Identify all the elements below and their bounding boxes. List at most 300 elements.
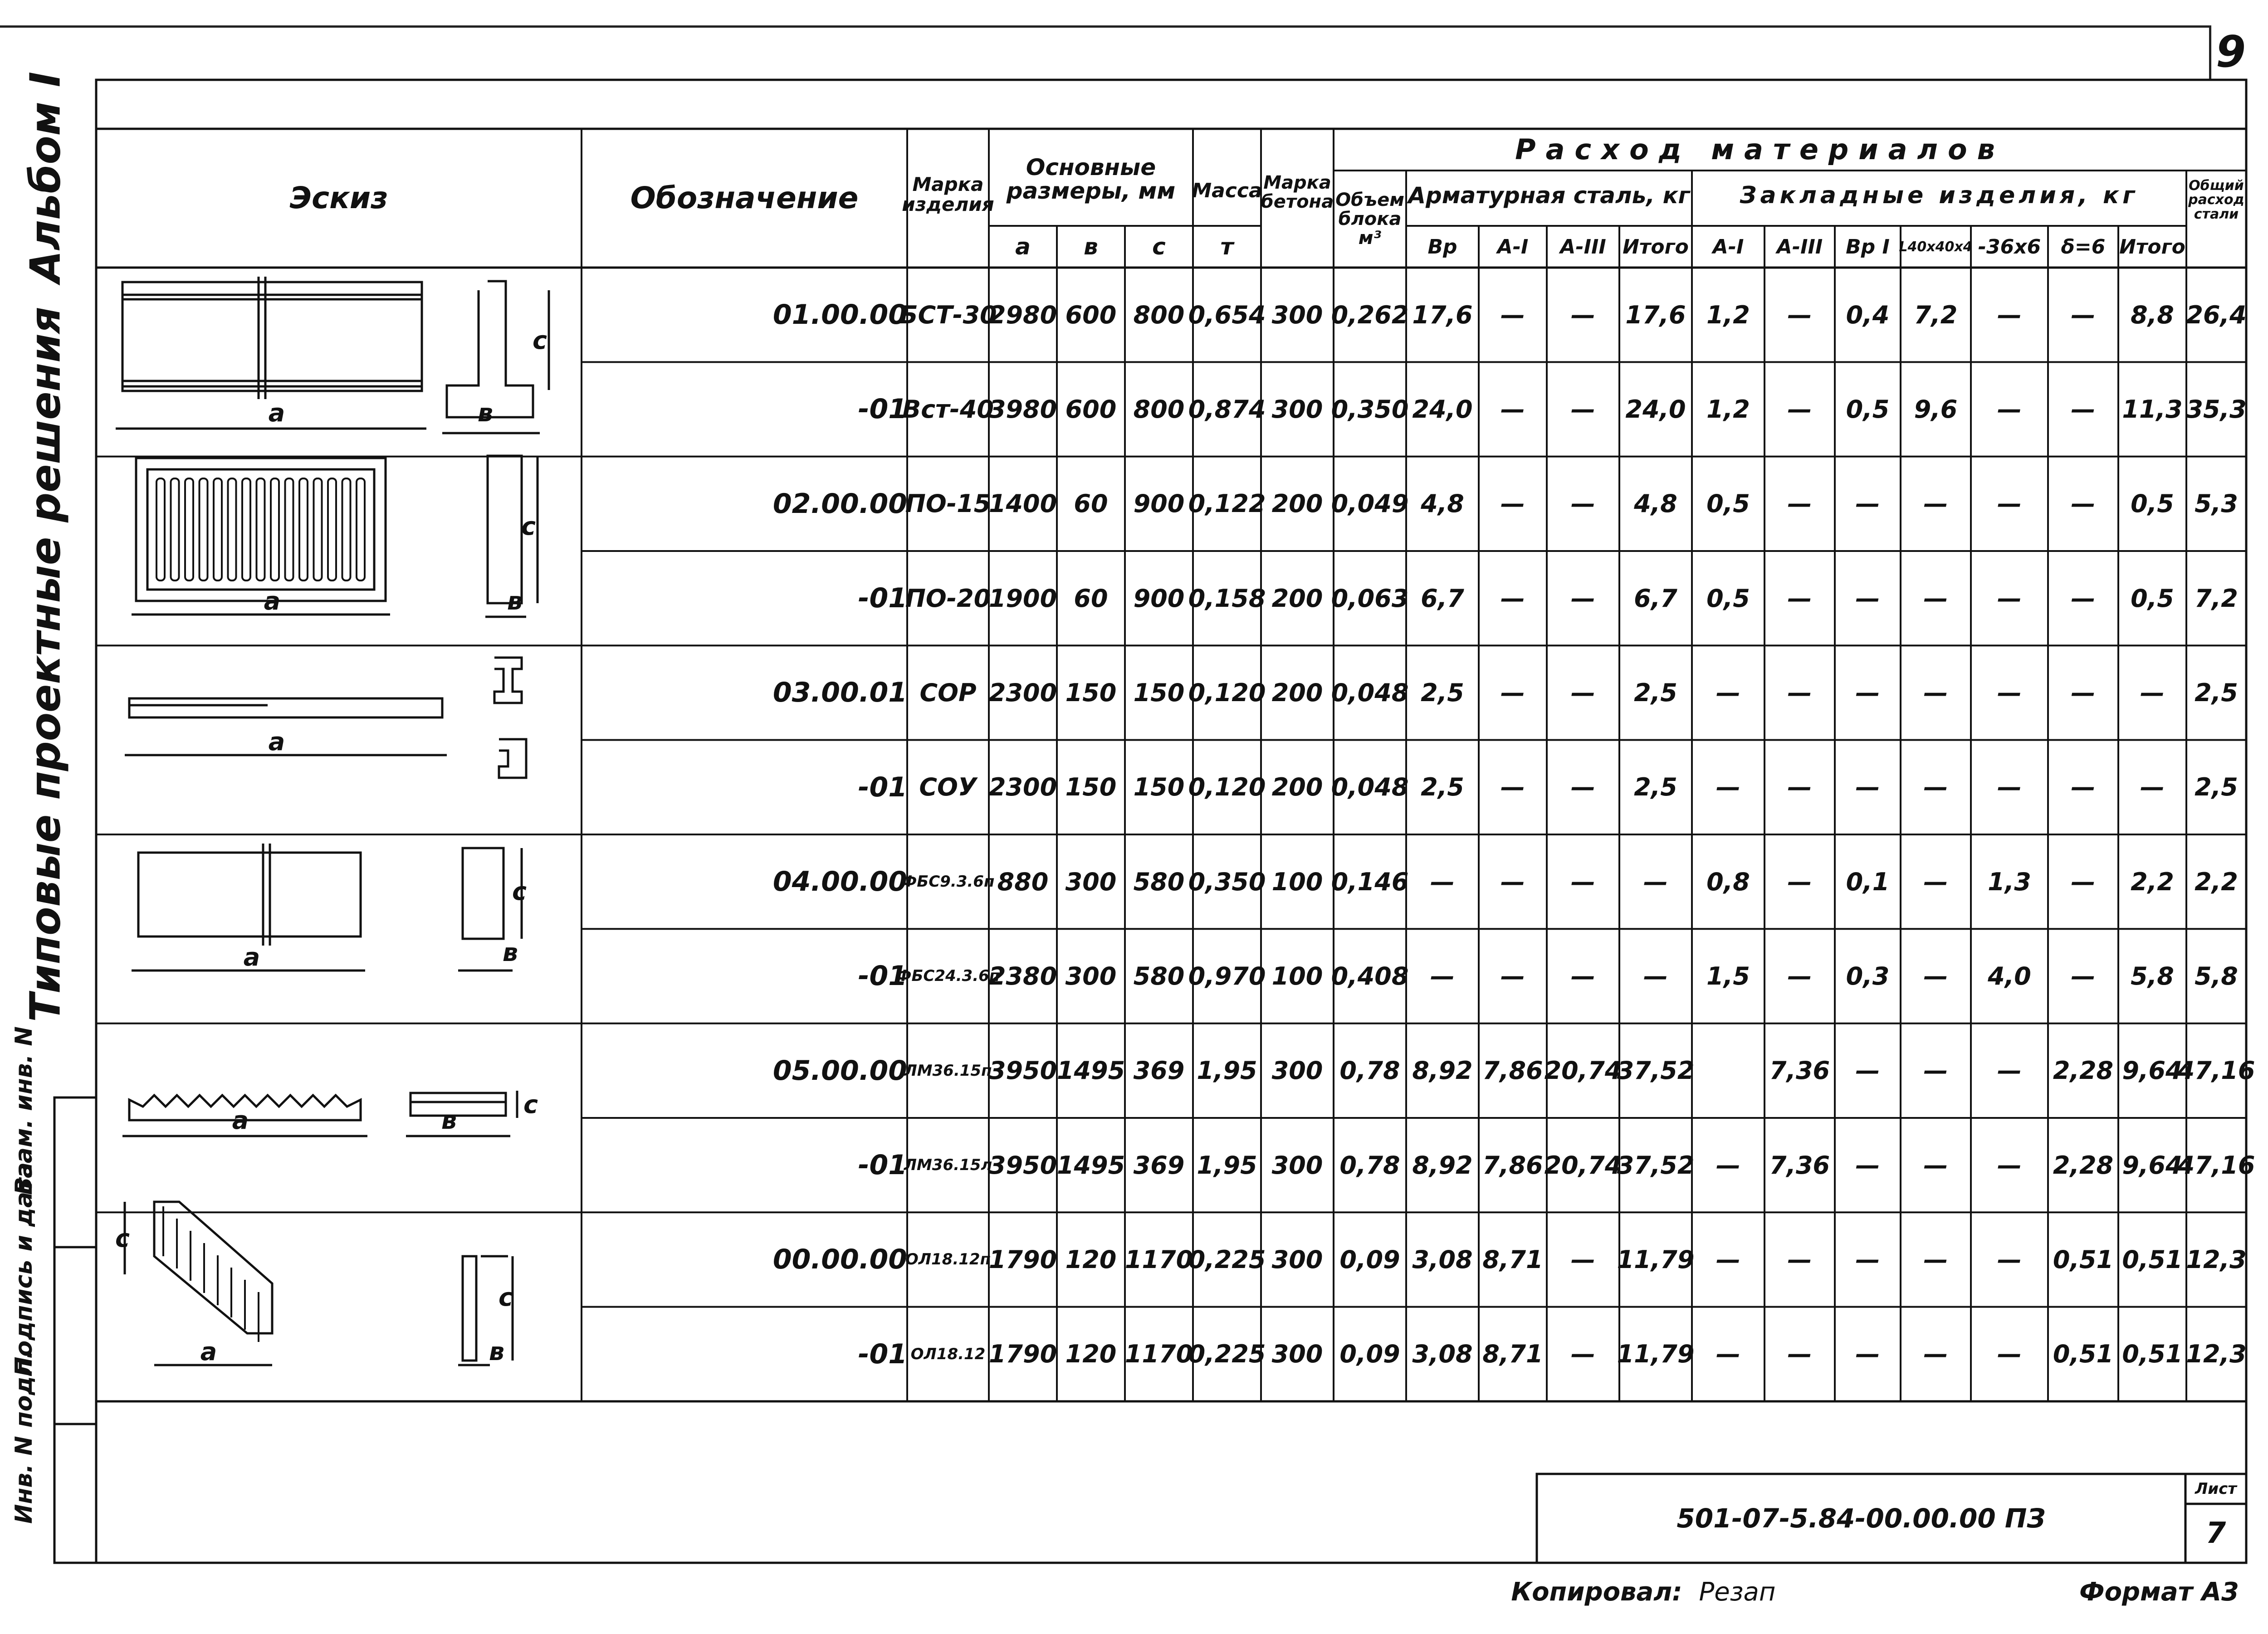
- table-cell: —: [1787, 678, 1812, 707]
- subheader-cell: А-III: [1776, 235, 1823, 259]
- subheader-cell: А-I: [1712, 235, 1744, 259]
- table-cell: —: [1430, 961, 1455, 990]
- table-cell: 2300: [988, 773, 1057, 802]
- subheader-cell: Итого: [1623, 235, 1689, 259]
- table-cell: 150: [1065, 773, 1117, 802]
- header-dims: Основные размеры, мм: [1006, 154, 1176, 204]
- table-cell: 0,048: [1331, 773, 1409, 802]
- table-cell: —: [1923, 584, 1948, 613]
- table-cell: 300: [1065, 961, 1117, 990]
- table-cell: —: [1855, 773, 1880, 802]
- table-cell: 8,92: [1412, 1056, 1473, 1085]
- panel-slot: [185, 478, 193, 580]
- table-cell: —: [1855, 678, 1880, 707]
- table-cell: 0,3: [1846, 961, 1890, 990]
- table-cell: —: [1787, 300, 1812, 329]
- table-cell: 0,874: [1188, 395, 1266, 424]
- table-cell: 26,4: [2186, 300, 2247, 329]
- table-cell: 3950: [988, 1056, 1057, 1085]
- designation-cell: 05.00.00: [772, 1054, 907, 1087]
- table-cell: 900: [1133, 489, 1185, 518]
- table-cell: 1790: [988, 1340, 1057, 1369]
- table-cell: 0,063: [1331, 584, 1409, 613]
- table-cell: 1,5: [1706, 961, 1750, 990]
- sketch2-dim-b: в: [507, 586, 523, 615]
- table-cell: 2,5: [2195, 678, 2238, 707]
- sketch2-dim-a: a: [264, 586, 281, 615]
- table-cell: 2,28: [2053, 1056, 2114, 1085]
- table-cell: 60: [1074, 489, 1108, 518]
- header-materials: Расход материалов: [1515, 133, 2005, 166]
- table-cell: —: [1501, 489, 1525, 518]
- table-cell: 7,2: [1914, 300, 1958, 329]
- table-cell: 11,79: [1617, 1245, 1695, 1274]
- header-embedded: Закладные изделия, кг: [1740, 181, 2139, 209]
- table-cell: 900: [1133, 584, 1185, 613]
- designation-cell: 02.00.00: [772, 488, 907, 520]
- table-cell: 3,08: [1412, 1340, 1473, 1369]
- table-cell: ЛМ36.15л: [904, 1156, 992, 1175]
- table-cell: 0,09: [1339, 1245, 1400, 1274]
- table-cell: 4,8: [1634, 489, 1677, 518]
- header-designation: Обозначение: [630, 180, 859, 216]
- table-cell: Вст-40: [902, 395, 994, 424]
- designation-cell: -01: [858, 393, 907, 425]
- table-cell: 0,5: [1706, 584, 1750, 613]
- table-cell: 0,158: [1188, 584, 1266, 613]
- table-cell: —: [1997, 300, 2022, 329]
- panel-slot: [200, 478, 208, 580]
- table-cell: 2,5: [1421, 678, 1464, 707]
- table-cell: 200: [1271, 773, 1323, 802]
- designation-cell: 00.00.00: [772, 1244, 907, 1276]
- header-concrete: Марка бетона: [1261, 172, 1334, 212]
- table-cell: —: [1923, 1340, 1948, 1369]
- table-cell: 300: [1271, 300, 1323, 329]
- table-cell: 47,16: [2177, 1056, 2255, 1085]
- designation-cell: -01: [858, 582, 907, 615]
- table-cell: 0,049: [1331, 489, 1409, 518]
- panel-slot: [342, 478, 351, 580]
- table-cell: 8,71: [1482, 1340, 1543, 1369]
- designation-cell: -01: [858, 771, 907, 803]
- subheader-cell: А-I: [1497, 235, 1529, 259]
- table-cell: 47,16: [2177, 1151, 2255, 1180]
- table-cell: 1790: [988, 1245, 1057, 1274]
- table-cell: 0,51: [2053, 1340, 2114, 1369]
- table-cell: —: [2071, 961, 2096, 990]
- table-cell: —: [1923, 1151, 1948, 1180]
- table-cell: —: [1923, 867, 1948, 896]
- table-cell: —: [1787, 584, 1812, 613]
- sketch4-dim-c: c: [512, 877, 527, 906]
- subheader-cell: Вр: [1427, 235, 1457, 259]
- table-cell: 1495: [1056, 1056, 1125, 1085]
- table-cell: —: [1787, 489, 1812, 518]
- table-cell: —: [1923, 678, 1948, 707]
- table-cell: 0,51: [2122, 1245, 2183, 1274]
- table-cell: 600: [1065, 300, 1117, 329]
- footer-copied: Копировал:: [1511, 1577, 1682, 1607]
- table-cell: 1170: [1124, 1340, 1193, 1369]
- panel-slot: [156, 478, 165, 580]
- table-cell: —: [1997, 678, 2022, 707]
- table-cell: 8,71: [1482, 1245, 1543, 1274]
- table-cell: —: [1571, 867, 1595, 896]
- table-cell: —: [1716, 678, 1740, 707]
- subheader-cell: L40x40x4: [1899, 239, 1973, 255]
- table-cell: 1495: [1056, 1151, 1125, 1180]
- table-cell: 37,52: [1617, 1151, 1695, 1180]
- table-cell: —: [1787, 773, 1812, 802]
- table-cell: 2,5: [1634, 678, 1677, 707]
- table-cell: —: [1997, 395, 2022, 424]
- sketch5-dim-b: в: [441, 1106, 457, 1135]
- table-cell: 11,3: [2122, 395, 2183, 424]
- table-cell: —: [1787, 395, 1812, 424]
- header-mass-unit: т: [1220, 233, 1234, 260]
- table-cell: 100: [1271, 867, 1323, 896]
- table-cell: 300: [1271, 1340, 1323, 1369]
- designation-cell: -01: [858, 960, 907, 992]
- stamp-sign-label: Подпись и дата: [10, 1162, 38, 1376]
- table-cell: —: [1571, 489, 1595, 518]
- table-cell: 9,6: [1914, 395, 1958, 424]
- table-cell: —: [1501, 678, 1525, 707]
- table-cell: —: [2071, 867, 2096, 896]
- table-cell: 0,122: [1188, 489, 1266, 518]
- header-dim-c: c: [1152, 233, 1166, 260]
- table-cell: ОЛ18.12п: [905, 1250, 991, 1269]
- table-cell: —: [1571, 584, 1595, 613]
- table-cell: 0,970: [1188, 961, 1266, 990]
- table-cell: 300: [1271, 1056, 1323, 1085]
- table-cell: 120: [1065, 1245, 1117, 1274]
- table-cell: БСТ-30: [899, 300, 997, 329]
- table-cell: 12,3: [2186, 1245, 2247, 1274]
- table-cell: 1,95: [1197, 1151, 1257, 1180]
- table-cell: 11,79: [1617, 1340, 1695, 1369]
- table-cell: —: [1923, 489, 1948, 518]
- panel-slot: [257, 478, 265, 580]
- subheader-cell: δ=6: [2061, 235, 2106, 259]
- sketch6-dim-c: c: [115, 1224, 130, 1253]
- table-cell: —: [1571, 773, 1595, 802]
- stamp-replace-label: Взам. инв. N: [10, 1026, 38, 1195]
- table-cell: —: [1571, 961, 1595, 990]
- table-cell: 17,6: [1412, 300, 1473, 329]
- designation-cell: 04.00.00: [772, 866, 907, 898]
- table-cell: —: [1787, 1340, 1812, 1369]
- title-block-sheet-label: Лист: [2195, 1480, 2237, 1498]
- panel-slot: [271, 478, 279, 580]
- table-cell: —: [1643, 961, 1668, 990]
- table-cell: 0,350: [1188, 867, 1266, 896]
- table-cell: 600: [1065, 395, 1117, 424]
- panel-slot: [314, 478, 322, 580]
- table-cell: —: [1787, 867, 1812, 896]
- table-cell: —: [2071, 584, 2096, 613]
- table-cell: 0,350: [1331, 395, 1409, 424]
- table-cell: —: [1571, 1245, 1595, 1274]
- table-cell: —: [1923, 1245, 1948, 1274]
- table-cell: 300: [1271, 395, 1323, 424]
- table-cell: 300: [1271, 1245, 1323, 1274]
- table-cell: 8,92: [1412, 1151, 1473, 1180]
- table-cell: 1,2: [1706, 300, 1750, 329]
- subheader-cell: А-III: [1560, 235, 1606, 259]
- table-cell: 3950: [988, 1151, 1057, 1180]
- table-cell: 4,0: [1988, 961, 2031, 990]
- table-cell: 8,8: [2131, 300, 2174, 329]
- table-cell: 300: [1065, 867, 1117, 896]
- table-cell: —: [1997, 1056, 2022, 1085]
- table-cell: 150: [1065, 678, 1117, 707]
- table-cell: 0,5: [2131, 489, 2174, 518]
- panel-slot: [214, 478, 222, 580]
- table-cell: 1900: [988, 584, 1057, 613]
- table-cell: 800: [1133, 300, 1185, 329]
- table-cell: —: [1501, 961, 1525, 990]
- table-cell: —: [1923, 773, 1948, 802]
- table-cell: —: [1787, 961, 1812, 990]
- album-label: Альбом I: [21, 71, 70, 283]
- table-cell: 2,5: [1634, 773, 1677, 802]
- designation-cell: 01.00.00: [772, 299, 907, 331]
- table-cell: 0,09: [1339, 1340, 1400, 1369]
- table-cell: 0,51: [2122, 1340, 2183, 1369]
- table-cell: 200: [1271, 678, 1323, 707]
- table-cell: —: [1997, 489, 2022, 518]
- sketch1-dim-a: a: [268, 398, 285, 427]
- table-cell: —: [1997, 1340, 2022, 1369]
- table-cell: —: [1787, 1245, 1812, 1274]
- table-cell: 7,2: [2195, 584, 2238, 613]
- table-cell: 0,5: [1706, 489, 1750, 518]
- table-cell: —: [1501, 584, 1525, 613]
- table-cell: —: [1716, 773, 1740, 802]
- sketch5-dim-a: a: [232, 1106, 249, 1135]
- table-cell: ОЛ18.12: [910, 1345, 986, 1363]
- table-cell: 24,0: [1412, 395, 1473, 424]
- sketch3-dim-a: a: [268, 727, 285, 756]
- table-cell: 0,51: [2053, 1245, 2114, 1274]
- table-cell: 3,08: [1412, 1245, 1473, 1274]
- table-cell: 20,74: [1544, 1151, 1622, 1180]
- footer-signature: Резап: [1699, 1577, 1776, 1607]
- table-cell: 2300: [988, 678, 1057, 707]
- table-cell: 9,64: [2122, 1151, 2183, 1180]
- footer-format: Формат А3: [2079, 1577, 2239, 1607]
- table-cell: —: [2071, 395, 2096, 424]
- table-cell: [1692, 1024, 1765, 1118]
- header-rebar: Арматурная сталь, кг: [1408, 182, 1690, 209]
- table-cell: —: [1716, 1340, 1740, 1369]
- table-cell: 150: [1133, 678, 1185, 707]
- table-cell: 2,2: [2131, 867, 2174, 896]
- subheader-cell: Итого: [2119, 235, 2185, 259]
- table-cell: —: [2140, 773, 2165, 802]
- table-cell: 2,28: [2053, 1151, 2114, 1180]
- table-cell: —: [1855, 1245, 1880, 1274]
- table-cell: ПО-15: [905, 489, 991, 518]
- table-cell: 369: [1133, 1056, 1185, 1085]
- table-cell: 120: [1065, 1340, 1117, 1369]
- table-cell: 6,7: [1634, 584, 1677, 613]
- table-cell: 2,5: [2195, 773, 2238, 802]
- panel-slot: [357, 478, 365, 580]
- table-cell: —: [1997, 773, 2022, 802]
- table-cell: СОР: [919, 678, 977, 707]
- table-cell: —: [1501, 773, 1525, 802]
- header-dim-b: в: [1084, 233, 1098, 260]
- table-cell: —: [1643, 867, 1668, 896]
- table-cell: 17,6: [1625, 300, 1686, 329]
- header-dim-a: a: [1015, 233, 1031, 260]
- table-cell: 7,86: [1482, 1151, 1543, 1180]
- header-mark: Марка изделия: [902, 173, 994, 215]
- table-cell: 5,3: [2195, 489, 2238, 518]
- header-total-steel: Общий расход стали: [2188, 177, 2244, 222]
- panel-slot: [299, 478, 308, 580]
- table-cell: 0,4: [1846, 300, 1890, 329]
- table-cell: 1,95: [1197, 1056, 1257, 1085]
- series-label: Типовые проектные решения: [21, 307, 70, 1022]
- table-cell: 1,2: [1706, 395, 1750, 424]
- table-cell: 60: [1074, 584, 1108, 613]
- table-cell: 150: [1133, 773, 1185, 802]
- table-cell: 0,146: [1331, 867, 1409, 896]
- table-cell: 7,36: [1769, 1056, 1830, 1085]
- table-cell: —: [1855, 1056, 1880, 1085]
- table-cell: —: [1855, 489, 1880, 518]
- table-cell: 369: [1133, 1151, 1185, 1180]
- table-cell: —: [1855, 584, 1880, 613]
- table-cell: —: [2071, 300, 2096, 329]
- table-cell: 2,5: [1421, 773, 1464, 802]
- table-cell: 2,2: [2195, 867, 2238, 896]
- table-cell: —: [1501, 300, 1525, 329]
- table-cell: 580: [1133, 961, 1185, 990]
- designation-cell: -01: [858, 1149, 907, 1181]
- table-cell: 0,8: [1706, 867, 1750, 896]
- table-cell: —: [1923, 961, 1948, 990]
- table-cell: ФБС9.3.6п: [901, 873, 995, 891]
- table-cell: 0,5: [1846, 395, 1890, 424]
- table-cell: 35,3: [2186, 395, 2247, 424]
- table-cell: 880: [997, 867, 1049, 896]
- table-cell: 0,048: [1331, 678, 1409, 707]
- table-cell: 2380: [988, 961, 1057, 990]
- sketch1-dim-b: в: [477, 398, 494, 427]
- page-number: 9: [2216, 27, 2246, 77]
- table-cell: 1,3: [1988, 867, 2031, 896]
- table-cell: ЛМ36.15п: [904, 1061, 992, 1080]
- table-cell: 9,64: [2122, 1056, 2183, 1085]
- table-cell: 300: [1271, 1151, 1323, 1180]
- sketches: [116, 277, 549, 1365]
- table-cell: 0,78: [1339, 1151, 1400, 1180]
- table-cell: 0,120: [1188, 773, 1266, 802]
- table-cell: —: [2071, 678, 2096, 707]
- table-cell: —: [1997, 1245, 2022, 1274]
- panel-slot: [228, 478, 236, 580]
- table-cell: 24,0: [1625, 395, 1686, 424]
- table-cell: 4,8: [1421, 489, 1464, 518]
- table-cell: 7,86: [1482, 1056, 1543, 1085]
- table-cell: —: [1430, 867, 1455, 896]
- sketch4-dim-a: a: [243, 942, 260, 971]
- table-cell: —: [2071, 489, 2096, 518]
- table-cell: 1170: [1124, 1245, 1193, 1274]
- table-cell: 200: [1271, 489, 1323, 518]
- table-cell: 0,120: [1188, 678, 1266, 707]
- table-cell: —: [1855, 1151, 1880, 1180]
- table-cell: —: [1997, 584, 2022, 613]
- table-cell: —: [1571, 300, 1595, 329]
- table-cell: 37,52: [1617, 1056, 1695, 1085]
- title-block-code: 501-07-5.84-00.00.00 ПЗ: [1677, 1503, 2046, 1534]
- table-cell: —: [1855, 1340, 1880, 1369]
- table-cell: ПО-20: [905, 584, 991, 613]
- sketch5-dim-c: c: [523, 1090, 538, 1119]
- table-cell: 0,225: [1188, 1340, 1266, 1369]
- table-cell: 100: [1271, 961, 1323, 990]
- panel-slot: [328, 478, 336, 580]
- sketch2-dim-c: c: [521, 512, 536, 541]
- table-cell: —: [1571, 1340, 1595, 1369]
- title-block-sheet: 7: [2205, 1517, 2226, 1550]
- panel-slot: [242, 478, 250, 580]
- sketch4-dim-b: в: [502, 938, 518, 967]
- table-cell: 7,36: [1769, 1151, 1830, 1180]
- subheader-cell: -36x6: [1978, 235, 2041, 259]
- sketch6-dim-a: a: [200, 1337, 217, 1366]
- table-cell: 12,3: [2186, 1340, 2247, 1369]
- table-cell: —: [1923, 1056, 1948, 1085]
- panel-slots: [156, 478, 365, 580]
- table-cell: —: [1571, 678, 1595, 707]
- table-cell: 0,654: [1188, 300, 1266, 329]
- table-cell: 0,1: [1846, 867, 1890, 896]
- table-cell: —: [1571, 395, 1595, 424]
- table-cell: 580: [1133, 867, 1185, 896]
- table-cell: 0,225: [1188, 1245, 1266, 1274]
- table-cell: 800: [1133, 395, 1185, 424]
- panel-slot: [285, 478, 293, 580]
- table-cell: 0,78: [1339, 1056, 1400, 1085]
- table-cell: 5,8: [2195, 961, 2238, 990]
- subheader-cell: Вр I: [1846, 235, 1890, 259]
- table-cell: 3980: [988, 395, 1057, 424]
- stamp-inv-label: Инв. N подл.: [10, 1350, 38, 1524]
- panel-slot: [171, 478, 179, 580]
- table-cell: —: [2071, 773, 2096, 802]
- header-mass: Масса: [1192, 179, 1262, 202]
- table-cell: 200: [1271, 584, 1323, 613]
- table-cell: 0,5: [2131, 584, 2174, 613]
- header-sketch: Эскиз: [289, 180, 388, 216]
- table-cell: 1400: [988, 489, 1057, 518]
- table-cell: —: [1501, 867, 1525, 896]
- sketch6-dim-c2: c: [498, 1283, 513, 1312]
- table-cell: 2980: [988, 300, 1057, 329]
- table-cell: —: [2140, 678, 2165, 707]
- sketch6-dim-b: в: [489, 1337, 505, 1366]
- table-cell: 0,262: [1331, 300, 1409, 329]
- table-cell: —: [1997, 1151, 2022, 1180]
- table-cell: —: [1716, 1151, 1740, 1180]
